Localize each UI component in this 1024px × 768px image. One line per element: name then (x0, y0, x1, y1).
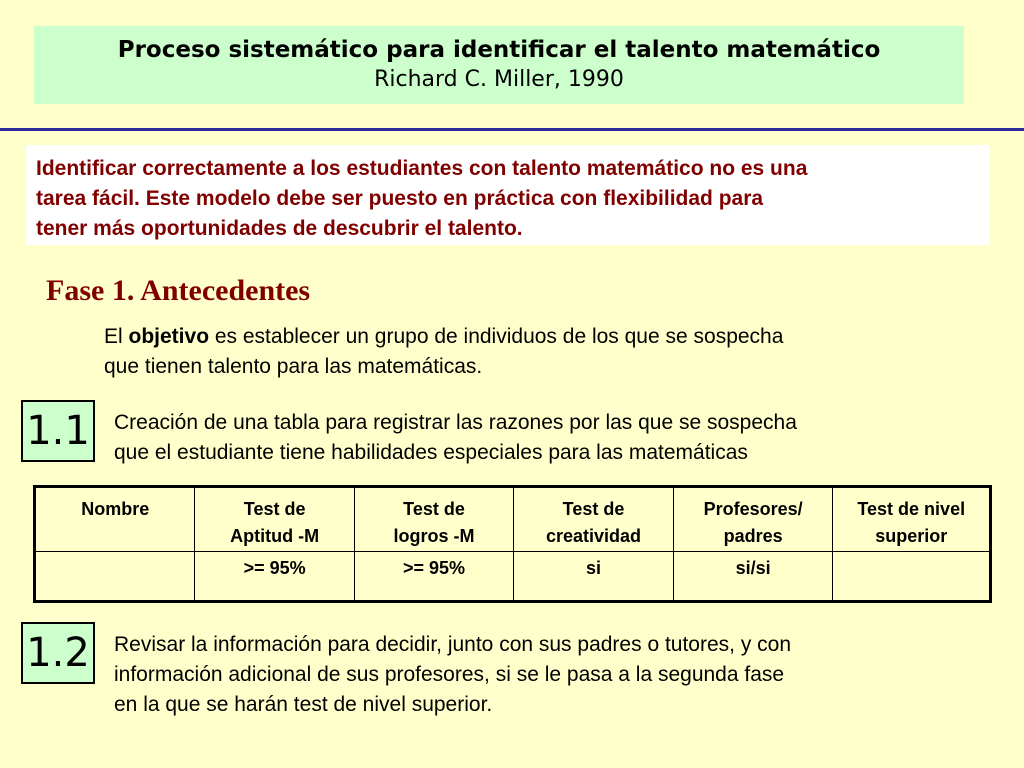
objective-prefix: El (104, 325, 129, 348)
objective-line-1 (104, 322, 964, 352)
slide-subtitle: Richard C. Miller, 1990 (374, 67, 624, 92)
step-1-line-1: Creación de una tabla para registrar las razones por las que se sospecha (114, 411, 797, 434)
step-2-line-1: Revisar la información para decidir, junto con sus padres o tutores, y con (114, 633, 792, 656)
step-2-line-3: en la que se harán test de nivel superior. (114, 693, 493, 716)
step-number-1-2: 1.2 (21, 622, 95, 684)
title-box (34, 26, 964, 104)
header-profesores-padres: Profesores/ padres (673, 487, 833, 552)
step-2-line-2: información adicional de sus profesores, si se le pasa a la segunda fase (114, 663, 785, 686)
criteria-table (33, 485, 992, 603)
slide-title: Proceso sistemático para identificar el talento matemático (117, 37, 881, 63)
step-2-text (114, 630, 994, 720)
intro-box (26, 145, 990, 245)
cell-nombre (35, 552, 195, 602)
header-test-aptitud: Test de Aptitud -M (195, 487, 354, 552)
objective-line-2: que tienen talento para las matemáticas. (104, 355, 483, 378)
objective-line-1-rest: es establecer un grupo de individuos de los que se sospecha (209, 325, 784, 348)
table-header-row (35, 487, 991, 552)
table-row (35, 552, 991, 602)
intro-line-1: Identificar correctamente a los estudiantes con talento matemático no es una (36, 157, 808, 180)
cell-test-logros: >= 95% (354, 552, 513, 602)
header-nombre: Nombre (35, 487, 195, 552)
step-1-line-2: que el estudiante tiene habilidades especiales para las matemáticas (114, 441, 748, 464)
cell-profesores-padres: si/si (673, 552, 833, 602)
intro-line-2: tarea fácil. Este modelo debe ser puesto en práctica con flexibilidad para (36, 187, 764, 210)
header-test-creatividad: Test de creatividad (514, 487, 674, 552)
phase-title: Fase 1. Antecedentes (46, 274, 311, 307)
step-number-1-1: 1.1 (21, 400, 95, 462)
divider-line (0, 128, 1024, 131)
cell-test-nivel-superior (833, 552, 991, 602)
cell-test-aptitud: >= 95% (195, 552, 354, 602)
cell-test-creatividad: si (514, 552, 674, 602)
intro-line-3: tener más oportunidades de descubrir el talento. (36, 217, 523, 240)
objective-keyword: objetivo (128, 325, 210, 348)
objective-text (104, 322, 964, 382)
header-test-logros: Test de logros -M (354, 487, 513, 552)
step-1-text (114, 408, 994, 468)
header-test-nivel-superior: Test de nivel superior (833, 487, 991, 552)
